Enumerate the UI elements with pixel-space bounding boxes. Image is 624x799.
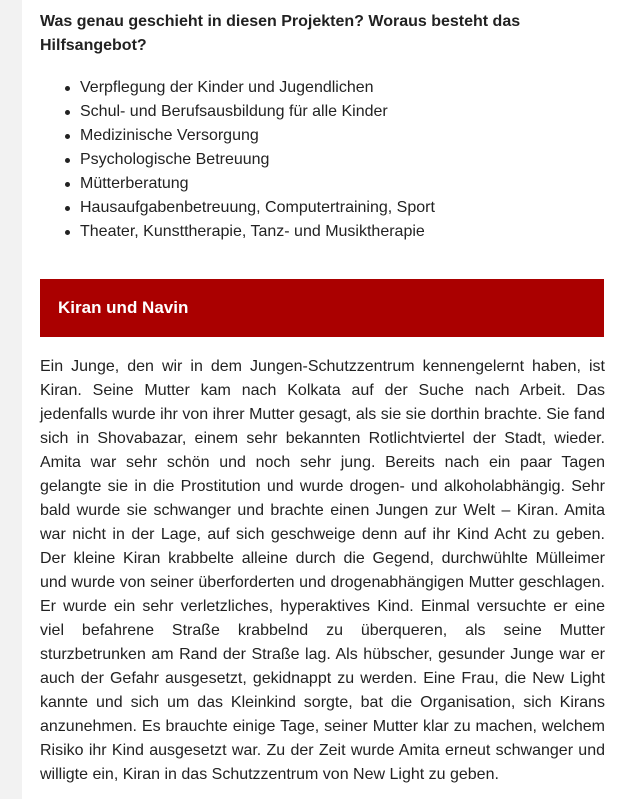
bullet-icon: [65, 86, 70, 91]
support-offer-list: [40, 76, 435, 244]
list-item: [80, 196, 435, 220]
story-title-banner: [40, 279, 604, 337]
list-item: [80, 148, 435, 172]
story-paragraph: Ein Junge, den wir in dem Jungen-Schutzzentrum kennengelernt haben, ist Kiran. Seine Mutter kam nach Kolkata auf der Suche nach Arbeit. Das jedenfalls wurde ihr von ihrer Mutter gesagt, als sie sie dorthin brachte. Sie fand sich in Shovabazar, einem sehr bekannten Rotlichtviertel der Stadt, wieder. Amita war sehr schön und noch sehr jung. Bereits nach ein paar Tagen gelangte sie in die Prostitution und wurde drogen- und alkoholabhängig. Sehr bald wurde sie schwanger und brachte einen Jungen zur Welt – Kiran. Amita war nicht in der Lage, auf sich geschweige denn auf ihr Kind Acht zu geben. Der kleine Kiran krabbelte alleine durch die Gegend, durchwühlte Mülleimer und wurde von seiner überforderten und drogenabhängigen Mutter geschlagen. Er wurde ein sehr verletzliches, hyperaktives Kind. Einmal versuchte er eine viel befahrene Straße krabbelnd zu überqueren, als seine Mutter sturzbetrunken am Rand der Straße lag. Als hübscher, gesunder Junge war er auch der Gefahr ausgesetzt, gekidnappt zu werden. Eine Frau, die New Light kannte und sich um das Kleinkind sorgte, bat die Organisation, sich Kirans anzunehmen. Es brauchte einige Tage, seiner Mutter klar zu machen, welchem Risiko ihr Kind ausgesetzt war. Zu der Zeit wurde Amita erneut schwanger und willigte ein, Kiran in das Schutzzentrum von New Light zu geben.: [40, 358, 605, 783]
bullet-icon: [65, 158, 70, 163]
list-item-text: Theater, Kunsttherapie, Tanz- und Musiktherapie: [80, 223, 425, 240]
list-item-text: Schul- und Berufsausbildung für alle Kinder: [80, 103, 388, 120]
list-item: [80, 172, 435, 196]
story-title: Kiran und Navin: [58, 298, 189, 317]
list-item-text: Verpflegung der Kinder und Jugendlichen: [80, 79, 374, 96]
article-content: [22, 0, 624, 799]
left-margin-strip: [0, 0, 22, 799]
list-item: [80, 124, 435, 148]
bullet-icon: [65, 134, 70, 139]
bullet-icon: [65, 110, 70, 115]
list-item-text: Mütterberatung: [80, 175, 189, 192]
list-item-text: Medizinische Versorgung: [80, 127, 259, 144]
list-item: [80, 220, 435, 244]
bullet-icon: [65, 206, 70, 211]
list-item-text: Psychologische Betreuung: [80, 151, 270, 168]
section-heading: Was genau geschieht in diesen Projekten? Woraus besteht das Hilfsangebot?: [40, 13, 521, 54]
list-item: [80, 76, 435, 100]
bullet-icon: [65, 230, 70, 235]
bullet-icon: [65, 182, 70, 187]
list-item: [80, 100, 435, 124]
list-item-text: Hausaufgabenbetreuung, Computertraining, Sport: [80, 199, 435, 216]
